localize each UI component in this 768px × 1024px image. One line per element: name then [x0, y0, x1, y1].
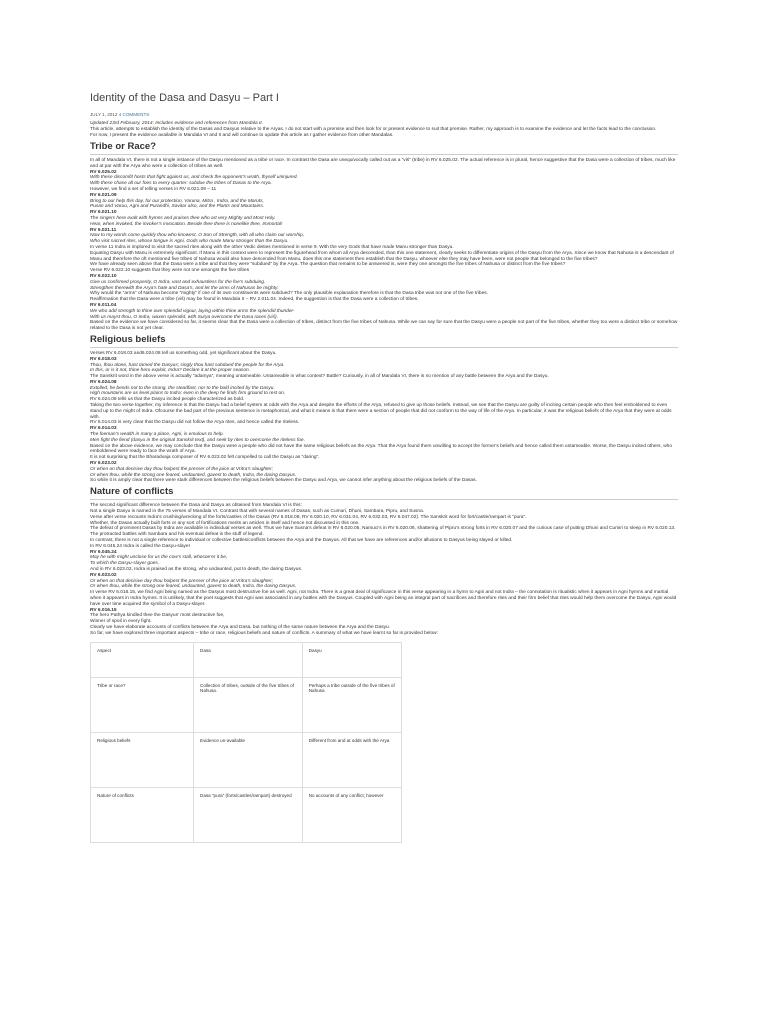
verse-text: Or when on that decisive day thou holpest the presser of the juice at Vritra’s slaughter; [90, 578, 274, 584]
verse-reference: RV 6.023.02 [90, 461, 117, 467]
article-intro [90, 121, 678, 139]
body-paragraph: RV 6.014.03 is very clear that the Dasyu did not follow the Arya rites, and hence called the riteless. [90, 420, 300, 426]
verse-text: Or when on that decisive day thou holpest the presser of the juice at Vritra’s slaughter; [90, 466, 274, 472]
verse-text: The singers here exalt with hymns and praises thee who art very Mighty and Most Holy. [90, 215, 276, 221]
verse-text: We who add strength to thine own splendid vigour, laying within thine arms the splendid thunder- [90, 308, 295, 314]
verse-reference: RV 6.021.10 [90, 210, 117, 216]
verse-text: Strengthen therewith the Arya’s hate and Dasa’s, and let the arms of Nahusas be mighty. [90, 285, 279, 291]
summary-table [90, 642, 402, 843]
verse-reference: RV 6.021.11 [90, 227, 117, 233]
body-paragraph: The second significant difference between the Dasa and Dasyu as obtained from Mandala VI is this: [90, 503, 302, 509]
intro-paragraph: This article, attempts to establish the identity of the Dasas and Dasyus relative to the Aryas. I do not start with a premise and then look for or present evidence to suit that premise. Rather, my approach is to examine the evidence and let the facts lead to the conclusion. [90, 127, 657, 132]
verse-text: High mountains are as level plains to Indra: even in the deep he finds firm ground to rest on. [90, 391, 286, 397]
summary-cell: Perhaps a tribe outside of the five tribes of Nahusa [302, 677, 401, 732]
verse-reference: RV 6.014.03 [90, 426, 117, 432]
verse-text: Thou, thou alone, hast tamed the Dasyus; singly thou hast subdued the people for the Arya. [90, 362, 285, 368]
body-paragraph: Whether, the Dasas actually built forts or any sort of fortifications merits an articles in itself and hence not discussed in this one. [90, 520, 360, 526]
verse-text: To which the Dasyu-slayer goes. [90, 561, 160, 567]
article-meta [90, 112, 678, 117]
article-section [90, 334, 678, 484]
body-paragraph: The defeat of prominent Dasas by Indra are available in individual verses as well. Thus we have Susna’s defeat in RV 6.020.05, Namuci’s in RV 6.020.06, shattering of Pipru’s strong forts in RV 6.020.07 and the curious case of putting Dhuni and Cumiri to sleep in RV 6.020.13. The protracted battles with Sambara and his eventual defeat is the stuff of legend. [90, 526, 676, 538]
verse-text: Who visit sacred rites, whose tongue is Agni, Gods who made Manu stronger than the Dasyu. [90, 239, 289, 245]
article-section [90, 486, 678, 636]
section-body [90, 503, 678, 636]
table-row [91, 787, 402, 842]
verse-text: With us mayst thou, O Indra, waxen splendid, with Surya overcome the Dasa races (viś). [90, 314, 278, 320]
body-paragraph: Not a single Dasyu is named in the 75 verses of Mandala VI. Contrast that with several names of Dasas, such as Cumuri, Dhuni, Sambara, Pipru, and Susna. [90, 509, 425, 515]
verse-text: Or when thou, while the strong one feared, undaunted, gavest to death, Indra, the daring Dasyus. [90, 472, 297, 478]
body-paragraph: RV 6.024.08 tells us that the Dasyu incited people characterized as bold. [90, 397, 245, 403]
body-paragraph: The hero Pathya kindled thee the Dasyus’ most destructive foe, [90, 613, 225, 619]
article-sections [90, 141, 678, 637]
body-paragraph: In RV 6.045.24 Indra is called the Dasyu-slayer [90, 543, 191, 549]
body-paragraph: Winner of spoil in every fight. [90, 619, 152, 625]
verse-text: Give us confirmed prosperity, O Indra, vast and exhaustless for the foe’s subduing. [90, 279, 266, 285]
verse-reference: RV 6.024.08 [90, 379, 117, 385]
verse-text: Extolled, he bends not to the strong, the steadfast, nor to the bold incited by the Dasyu. [90, 385, 275, 391]
summary-cell: Different from and at odds with the Arya [302, 732, 401, 787]
body-paragraph: Clearly we have elaborate accounts of conflicts between the Arya and Dasa, but nothing of the same nature between the Arya and the Dasyu. [90, 624, 390, 630]
verse-reference: RV 6.018.03 [90, 356, 117, 362]
summary-cell: Dasa “pura” (forts/castles/rampart) destroyed [194, 787, 303, 842]
body-paragraph: Verse after verse recounts Indra’s crushing/wrecking of the forts/castles of the Dasas (RV 6.018.08, RV 6.020.10, RV 6.031.04, RV 6.032.03, RV 6.047.02). The Sanskrit word for fort/castle/rampart is “pura”. [90, 514, 527, 520]
section-heading: Religious beliefs [90, 334, 678, 348]
summary-cell: No accounts of any conflict; however [302, 787, 401, 842]
body-paragraph: Verses RV 6.018.03 and6.024.08 tell us something odd, yet significant about the Dasyu. [90, 350, 277, 356]
verse-text: Now to my words come quickly thou who knowest, O Son of Strength, with all who claim our worship, [90, 233, 305, 239]
verse-reference: RV 6.011.04 [90, 302, 117, 308]
intro-paragraph: For now, I present the evidence available in Mandala VI and II and will continue to update this article as I gather evidence from other Mandalas. [90, 133, 394, 138]
summary-header-row [91, 642, 402, 677]
summary-cell: Collection of tribes, outside of the five tribes of Nahusa. [194, 677, 303, 732]
verse-text: May he with might unclose for us the cow’s stall, whosoe’er it be, [90, 555, 228, 561]
body-paragraph: So while it is amply clear that there were stark differences between the religious beliefs between the Dasyu and Arya, we cannot infer anything about the religious beliefs of the Dasas. [90, 478, 477, 484]
section-heading: Nature of conflicts [90, 486, 678, 500]
body-paragraph: Verse RV 6.022.10 suggests that they were not one amongst the five tribes [90, 268, 250, 274]
body-paragraph: Based on the evidence we have considered so far, it seems clear that the Dasa were a collection of tribes, distinct from the five tribes of Nahusa. While we can say for sure that the Dasyu were a people not part of the five tribes, whether they too were a distinct tribe or somehow related to the Dasa is not yet clear. [90, 320, 678, 332]
verse-reference: RV 6.023.02 [90, 572, 117, 578]
post-date: JULY 1, 2012 [90, 112, 118, 117]
verse-reference: RV 6.045.24 [90, 549, 117, 555]
verse-reference: RV 6.016.15 [90, 607, 117, 613]
body-paragraph: Why would the “arms” of Nahusa become “mighty” if one of its own constituents were subdued? The only plausible explanation therefore is that the Dasa tribe was not one of the five tribes. [90, 291, 488, 297]
article-section [90, 141, 678, 332]
table-row [91, 732, 402, 787]
summary-header-cell: Dasa [194, 642, 303, 677]
body-paragraph: In verse 11 Indra is implored to visit the sacred rites along with the other Vedic deities mentioned in verse 9. With the very Gods that have made Manu stronger than Dasyu. [90, 244, 454, 250]
body-paragraph: Based on the above evidence, we may conclude that the Dasyu were a people who did not have the same religious beliefs as the Arya. That the Arya found them unwilling to accept the former’s beliefs and hence called them untameable. Worse, the Dasyu incited others, who emboldened were ready to face the wrath of Arya. [90, 443, 673, 455]
body-paragraph: And in RV 6.023.02, Indra is praised as the strong, who undaunted, put to death, the daring Dasyus. [90, 567, 303, 572]
verse-text: With these discomfit hosts that fight against us, and check the opponent’s wrath, thyself uninjured. [90, 175, 298, 181]
verse-text: Hear, when invoked, the invoker’s invocation. Beside thee there is nonelike thee, Immortal! [90, 221, 283, 227]
verse-text: With these chase all our foes to every quarter: subdue the tribes of Dasas to the Arya. [90, 181, 272, 187]
body-paragraph: We have already seen above that the Dasa were a tribe and that they were “subdued” by the Arya. The question that remains to be answered is, were they one amongst the five tribes of Nahusa or distinct from the five tribes? [90, 262, 566, 268]
body-paragraph: The Sanskrit word in the above verse is actually “adamya”, meaning untameable. Untameable in what context? Battle? Curiously, in all of Mandala VI, there is no mention of any battle between the Arya and the Dasyu. [90, 374, 549, 380]
body-paragraph: In all of Mandala VI, there is not a single instance of the Dasyu mentioned as a tribe or race. In contrast the Dasa are unequivocally called out as a “viś” (tribe) in RV 6.025.02. The actual reference is in plural, hence suggestive that the Dasa were a collection of tribes, much like and at par with the Arya who were a collection of tribes as well. [90, 158, 676, 169]
article [90, 92, 678, 843]
article-title: Identity of the Dasa and Dasyu – Part I [90, 92, 279, 104]
verse-text: Men fight the fiend (dasyu in the original Sanskrit text), and seek by rites to overcome the riteless foe. [90, 437, 305, 443]
summary-cell: Religious beliefs [91, 732, 194, 787]
section-heading: Tribe or Race? [90, 141, 678, 155]
verse-reference: RV 6.021.09 [90, 192, 117, 198]
summary-header-cell: Dasyu [302, 642, 401, 677]
summary-cell: Nature of conflicts [91, 787, 194, 842]
body-paragraph: So far, we have explored three important aspects – tribe or race, religious beliefs and nature of conflicts. A summary of what we have learnt so far is provided below: [90, 630, 438, 636]
body-paragraph: It is not surprising that the Bharadvaja composer of RV 6.023.02 felt compelled to call the Dasyu as “daring”. [90, 455, 320, 461]
verse-text: Pusan and Varuu, Agni and Purandhi, Savitar also, and the Plants and Mountains. [90, 204, 265, 210]
summary-cell: Tribe or race? [91, 677, 194, 732]
body-paragraph: Equating Dasyu with Manu is extremely significant. If Manu in this context were to represent the figurehead from whom all Arya descended, than this one statement, clearly seeks to differentiate origins of the Dasyu from the Arya. Since we know that Nahusa is a descendant of Manu and therefore the oft mentioned five tribes of Nahusa would also have descended from Manu, does this one statement then establish that the Dasyu, whoever else they may have been, were not people that belonged to the five tribes? [90, 250, 674, 262]
verse-text: Bring to our help this day, for our protection, Varuna, Mitra , Indra, and the Maruts, [90, 198, 264, 204]
comments-link[interactable]: 4 COMMENTS [118, 112, 150, 117]
table-row [91, 677, 402, 732]
section-body [90, 158, 678, 332]
verse-reference: RV 6.025.02 [90, 169, 117, 175]
verse-text: Or when thou, while the strong one feared, undaunted, gavest to death, Indra, the daring Dasyus. [90, 584, 297, 590]
intro-paragraph: Updated 23rd February, 2014: Includes evidence and references from Mandala II. [90, 121, 263, 126]
body-paragraph: Reaffirmation that the Dasa were a tribe (viś) may be found in Mandala II – RV 2.011.04. Indeed, the suggestion is that the Dasa were a collection of tribes. [90, 297, 419, 303]
verse-text: In this, or is it not, thine hero exploit, Indra? Declare it at the proper season. [90, 368, 250, 374]
section-body [90, 351, 678, 484]
summary-header-cell: Aspect [91, 642, 194, 677]
body-paragraph: However, we find a set of telling verses in RV 6.021.09 – 11 [90, 186, 217, 192]
body-paragraph: In contrast, there is not a single reference to individual or collective battles/conflicts between the Arya and the Dasyus. All that we have are references and/or allusions to Dasyus being slayed or killed. [90, 538, 513, 544]
verse-text: The foeman’s wealth in many a place, Agni, is emulous to help. [90, 432, 224, 438]
verse-reference: RV 6.022.10 [90, 273, 117, 279]
body-paragraph: Taking the two verse together, my inference is that the Dasyu had a belief system at odds with the Arya and despite the efforts of the Arya, refused to give up those beliefs. Instead, we see that the Dasyu are guilty of inciting certain people who then feel emboldened to even stand up to the might of Indra. Ofcourse the bad part of the previous sentence is metaphorical, and what it means is that there were a section of people that did not conform to the way of life of the Arya. In particular, it was the religious beliefs of the Arya that they were at odds with. [90, 403, 672, 420]
body-paragraph: In verse RV 6.016.15, we find Agni being named as the Dasyus most destructive foe as well. Agni, not Indra. There is a great deal of significance in this verse appearing in a hymn to Agni and not Indra – the connotation is ritualistic when it appears in Agni hymns and martial when it appears in Indra hymns. It is unlikely, that the poet suggests that Agni was associated in any battles with the Dasyus. Coupled with Agni being an integral part of sacrifices and therefore rites and their firm belief that rites would help them overcome the Dasyu, Agni would have over time acquired the symbol of a Dasyu-slayer. [90, 590, 677, 607]
summary-cell: Evidence un-available [194, 732, 303, 787]
